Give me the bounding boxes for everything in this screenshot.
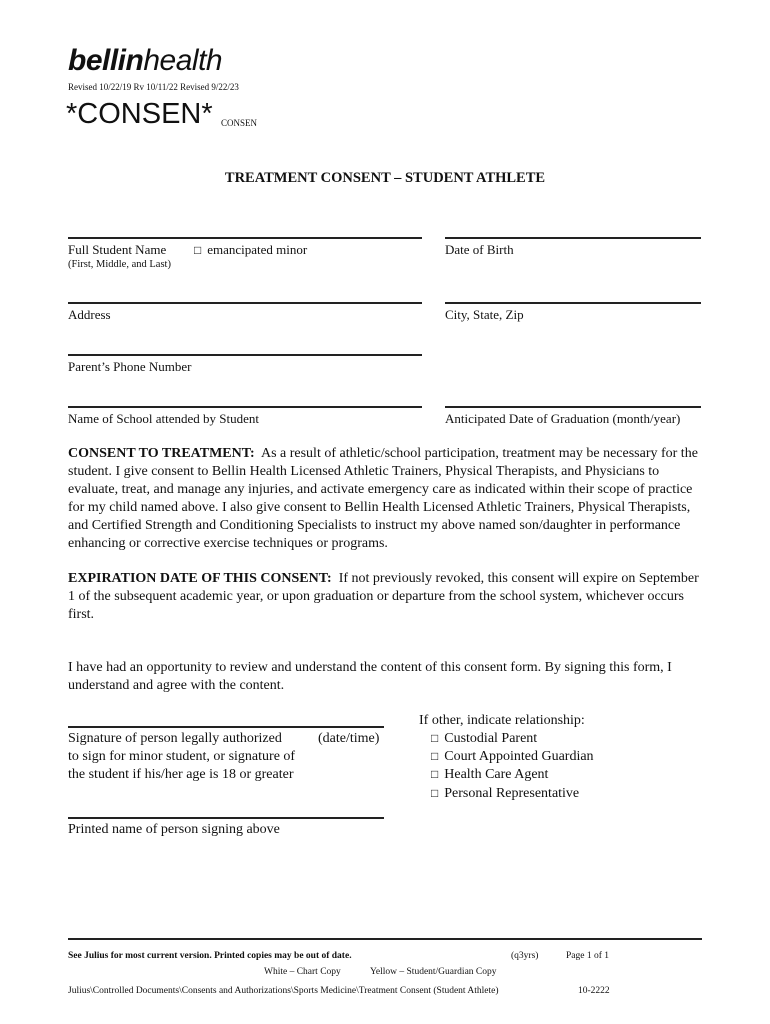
julius-note: See Julius for most current version. Printed copies may be out of date. [68, 951, 352, 961]
page-number: Page 1 of 1 [566, 951, 610, 961]
option-label: Custodial Parent [444, 731, 538, 746]
city-state-zip-label: City, State, Zip [445, 307, 524, 322]
option-label: Court Appointed Guardian [444, 749, 594, 764]
form-title: TREATMENT CONSENT – STUDENT ATHLETE [224, 170, 546, 186]
printed-name-line [68, 817, 384, 819]
signature-label-3: the student if his/her age is 18 or greater [68, 767, 294, 782]
barcode-caption: CONSEN [221, 118, 258, 128]
footer-divider [68, 938, 702, 940]
court-guardian-checkbox[interactable]: □ [431, 749, 439, 763]
dob-label: Date of Birth [445, 242, 514, 257]
form-number: 10-2222 [578, 986, 610, 996]
full-name-sublabel: (First, Middle, and Last) [68, 259, 171, 270]
relationship-option-custodial-parent[interactable] [431, 731, 537, 747]
full-name-label: Full Student Name [68, 242, 167, 257]
barcode-text: *CONSEN* [66, 98, 213, 130]
revision-dates: Revised 10/22/19 Rv 10/11/22 Revised 9/22/23 [68, 82, 239, 92]
option-label: Health Care Agent [444, 767, 549, 782]
bellin-health-logo [68, 44, 222, 78]
yellow-copy-note: Yellow – Student/Guardian Copy [370, 967, 497, 977]
consent-heading: CONSENT TO TREATMENT: [68, 446, 255, 461]
parent-phone-label: Parent’s Phone Number [68, 359, 192, 374]
expiration-heading: EXPIRATION DATE OF THIS CONSENT: [68, 571, 332, 586]
document-path: Julius\Controlled Documents\Consents and Authorizations\Sports Medicine\Treatment Consent (Student Athlete) [68, 986, 499, 996]
emancipated-label: emancipated minor [207, 242, 308, 257]
address-line [68, 302, 422, 304]
acknowledgement-paragraph: I have had an opportunity to review and understand the content of this consent form. By signing this form, I understand and agree with the content. [68, 660, 672, 693]
school-label: Name of School attended by Student [68, 411, 259, 426]
option-label: Personal Representative [444, 786, 580, 801]
emancipated-option[interactable] [194, 242, 307, 258]
review-cycle: (q3yrs) [511, 951, 539, 961]
health-care-agent-checkbox[interactable]: □ [431, 767, 439, 781]
city-state-zip-line [445, 302, 701, 304]
address-label: Address [68, 307, 111, 322]
emancipated-checkbox[interactable]: □ [194, 243, 202, 257]
graduation-line [445, 406, 701, 408]
expiration-paragraph [68, 570, 708, 624]
signature-line [68, 726, 384, 728]
relationship-option-health-care-agent[interactable] [431, 767, 548, 783]
full-name-line [68, 237, 422, 239]
dob-line [445, 237, 701, 239]
logo-light-text: health [143, 44, 223, 77]
graduation-label: Anticipated Date of Graduation (month/year) [445, 411, 681, 426]
relationship-option-personal-representative[interactable] [431, 786, 579, 802]
custodial-parent-checkbox[interactable]: □ [431, 731, 439, 745]
relationship-option-court-guardian[interactable] [431, 749, 594, 765]
printed-name-label: Printed name of person signing above [68, 822, 280, 837]
signature-label-1: Signature of person legally authorized [68, 731, 282, 746]
consent-paragraph [68, 445, 708, 553]
relationship-heading: If other, indicate relationship: [419, 713, 585, 728]
signature-label-2: to sign for minor student, or signature of [68, 749, 296, 764]
logo-bold-text: bellin [68, 44, 144, 77]
consent-body: As a result of athletic/school participation, treatment may be necessary for the student. I give consent to Bellin Health Licensed Athletic Trainers, Physical Therapists, and Physicians to evaluate, treat, and manage any injuries, and activate emergency care as indicated within their scope of practice for my child named above. I also give consent to Bellin Health Licensed Athletic Trainers, Physical Therapists, and Certified Strength and Conditioning Specialists to instruct my above named son/daughter in performance enhancing or corrective exercise techniques or programs. [68, 446, 698, 551]
school-line [68, 406, 422, 408]
datetime-label: (date/time) [318, 731, 380, 746]
expiration-body: If not previously revoked, this consent will expire on September 1 of the subsequent academic year, or upon graduation or departure from the school system, whichever occurs first. [68, 571, 699, 622]
parent-phone-line [68, 354, 422, 356]
white-copy-note: White – Chart Copy [264, 967, 341, 977]
personal-rep-checkbox[interactable]: □ [431, 786, 439, 800]
